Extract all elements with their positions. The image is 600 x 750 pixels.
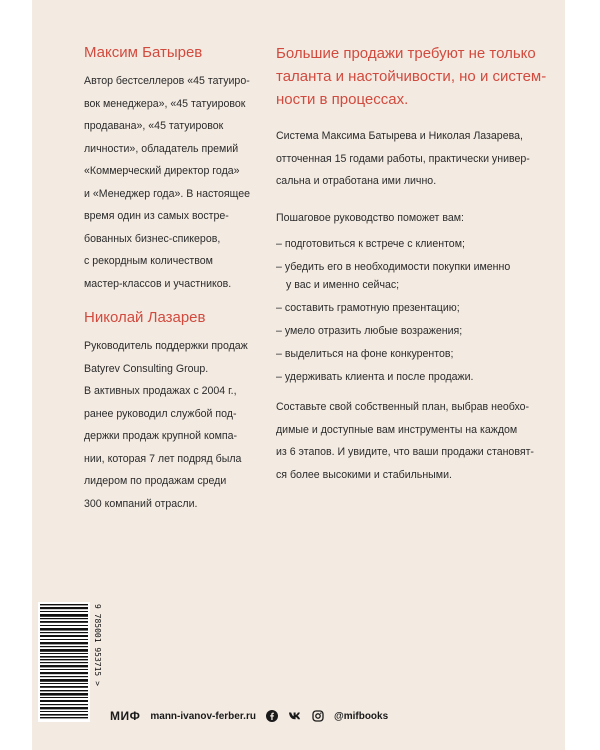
para-line: ся более высокими и стабильными.: [276, 468, 452, 481]
list-item-text: у вас и именно сейчас;: [286, 279, 400, 291]
para-line: отточенная 15 годами работы, практически универ-: [276, 152, 530, 165]
bio-line: 300 компаний отрасли.: [84, 497, 198, 510]
isbn-barcode: [38, 602, 90, 722]
lead-line: таланта и настойчивости, но и систем-: [276, 68, 547, 85]
description-column: [276, 36, 547, 500]
list-item: [276, 299, 521, 317]
bio-line: продавана», «45 татуировок: [84, 120, 224, 132]
barcode-bars: [38, 602, 90, 722]
lead-line: ности в процессах.: [276, 91, 409, 108]
para-line: из 6 этапов. И увидите, что ваши продажи становят-: [276, 446, 534, 458]
bio-line: держки продаж крупной компа-: [84, 430, 238, 442]
author-bio-2: [84, 335, 249, 515]
paragraph-plan: [276, 396, 534, 486]
lead-line: Большие продажи требуют не только: [276, 45, 536, 62]
social-handle[interactable]: @mifbooks: [333, 710, 389, 722]
bio-line: личности», обладатель премий: [84, 142, 239, 155]
benefits-list: [276, 235, 521, 386]
isbn-number: 9 785001 953715 >: [93, 604, 102, 686]
para-line: Пошаговое руководство поможет вам:: [276, 211, 464, 224]
bio-line: и «Менеджер года». В настоящее: [84, 187, 251, 200]
bio-line: ранее руководил службой под-: [84, 407, 237, 420]
list-item-text: – убедить его в необходимости покупки именно: [276, 261, 511, 273]
bio-line: В активных продажах с 2004 г.,: [84, 385, 237, 397]
list-item-text: – удерживать клиента и после продажи.: [276, 371, 474, 383]
vk-icon[interactable]: [288, 711, 302, 721]
instagram-icon[interactable]: [312, 710, 324, 722]
para-line: димые и доступные вам инструменты на каждом: [276, 423, 518, 436]
facebook-icon[interactable]: [266, 710, 278, 722]
bio-line: время один из самых востре-: [84, 210, 229, 222]
authors-column: [84, 36, 249, 515]
paragraph-system: [276, 125, 530, 193]
author-name-1: Максим Батырев: [84, 44, 203, 61]
bio-line: «Коммерческий директор года»: [84, 165, 240, 177]
publisher-website-link[interactable]: mann-ivanov-ferber.ru: [150, 710, 256, 722]
bio-line: Batyrev Consulting Group.: [84, 362, 209, 375]
bio-line: Руководитель поддержки продаж: [84, 340, 248, 352]
publisher-logo: МИФ: [110, 709, 141, 723]
list-item-text: – умело отразить любые возражения;: [276, 325, 463, 337]
author-name-2: Николай Лазарев: [84, 309, 206, 326]
list-item: [276, 258, 521, 294]
author-bio-1: [84, 70, 249, 295]
para-line: Составьте свой собственный план, выбрав необхо-: [276, 401, 530, 413]
publisher-footer: [110, 706, 388, 726]
para-line: сальна и отработана ими лично.: [276, 175, 437, 187]
bio-line: вок менеджера», «45 татуировок: [84, 97, 246, 110]
list-item-text: – подготовиться к встрече с клиентом;: [276, 238, 465, 250]
list-item: [276, 345, 521, 363]
list-item: [276, 322, 521, 340]
list-item: [276, 368, 521, 386]
bio-line: лидером по продажам среди: [84, 475, 227, 487]
lead-text: [276, 42, 547, 111]
list-item: [276, 235, 521, 253]
list-item-text: – выделиться на фоне конкурентов;: [276, 348, 454, 360]
bio-line: с рекордным количеством: [84, 255, 213, 267]
paragraph-guide: [276, 207, 521, 230]
bio-line: нии, которая 7 лет подряд была: [84, 452, 242, 465]
bio-line: мастер-классов и участников.: [84, 277, 232, 290]
bio-line: бованных бизнес-спикеров,: [84, 232, 221, 245]
bio-line: Автор бестселлеров «45 татуиро-: [84, 75, 250, 87]
para-line: Система Максима Батырева и Николая Лазарева,: [276, 130, 523, 142]
list-item-text: – составить грамотную презентацию;: [276, 302, 460, 314]
